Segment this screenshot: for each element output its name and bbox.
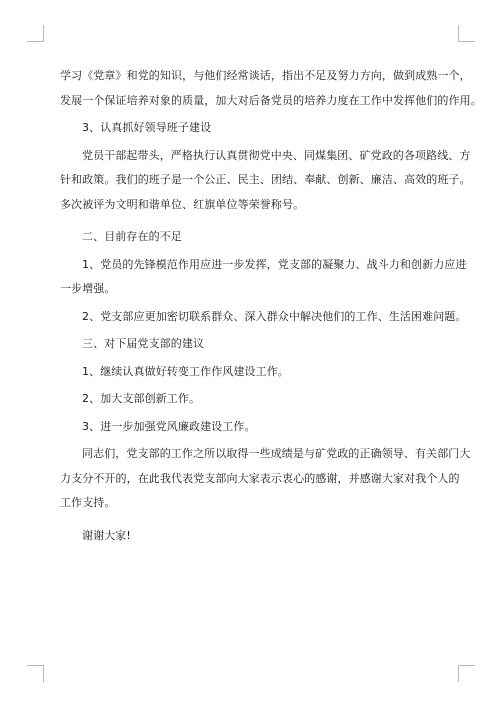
paragraph-line: 党员干部起带头，严格执行认真贯彻党中央、同煤集团、矿党政的各项路线、方 xyxy=(82,148,471,162)
corner-mark-bottom-left xyxy=(27,665,44,682)
paragraph-line: 1、党员的先锋模范作用应进一步发挥，党支部的凝聚力、战斗力和创新力应进 xyxy=(82,257,467,271)
closing-line: 谢谢大家! xyxy=(82,528,131,542)
list-item: 1、继续认真做好转变工作作风建设工作。 xyxy=(82,364,289,378)
paragraph-line: 针和政策。我们的班子是一个公正、民主、团结、奉献、创新、廉洁、高效的班子。 xyxy=(60,173,471,186)
paragraph-line: 同志们，党支部的工作之所以取得一些成绩是与矿党政的正确领导、有关部门大 xyxy=(82,447,471,460)
paragraph-line: 力支分不开的，在此我代表党支部向大家表示衷心的感谢，并感谢大家对我个人的 xyxy=(60,471,460,485)
list-item: 2、加大支部创新工作。 xyxy=(82,392,201,405)
list-item: 3、进一步加强党风廉政建设工作。 xyxy=(82,419,256,433)
document-body xyxy=(60,64,482,548)
paragraph-line: 多次被评为文明和谐单位、红旗单位等荣誉称号。 xyxy=(60,197,305,211)
paragraph-line: 发展一个保证培养对象的质量，加大对后备党员的培养力度在工作中发挥他们的作用。 xyxy=(60,93,482,107)
section-heading: 二、目前存在的不足 xyxy=(82,230,182,243)
corner-mark-bottom-right xyxy=(458,665,475,682)
paragraph-line: 2、党支部应更加密切联系群众、深入群众中解决他们的工作、生活困难问题。 xyxy=(82,309,467,323)
section-heading: 3、认真抓好领导班子建设 xyxy=(82,121,212,134)
paragraph-line: 学习《党章》和党的知识，与他们经常谈话，指出不足及努力方向，做到成熟一个， xyxy=(60,69,471,82)
paragraph-line: 工作支持。 xyxy=(60,496,116,509)
paragraph-line: 一步增强。 xyxy=(60,282,116,295)
corner-mark-top-left xyxy=(27,25,44,42)
section-heading: 三、对下届党支部的建议 xyxy=(82,337,205,350)
corner-mark-top-right xyxy=(458,25,475,42)
